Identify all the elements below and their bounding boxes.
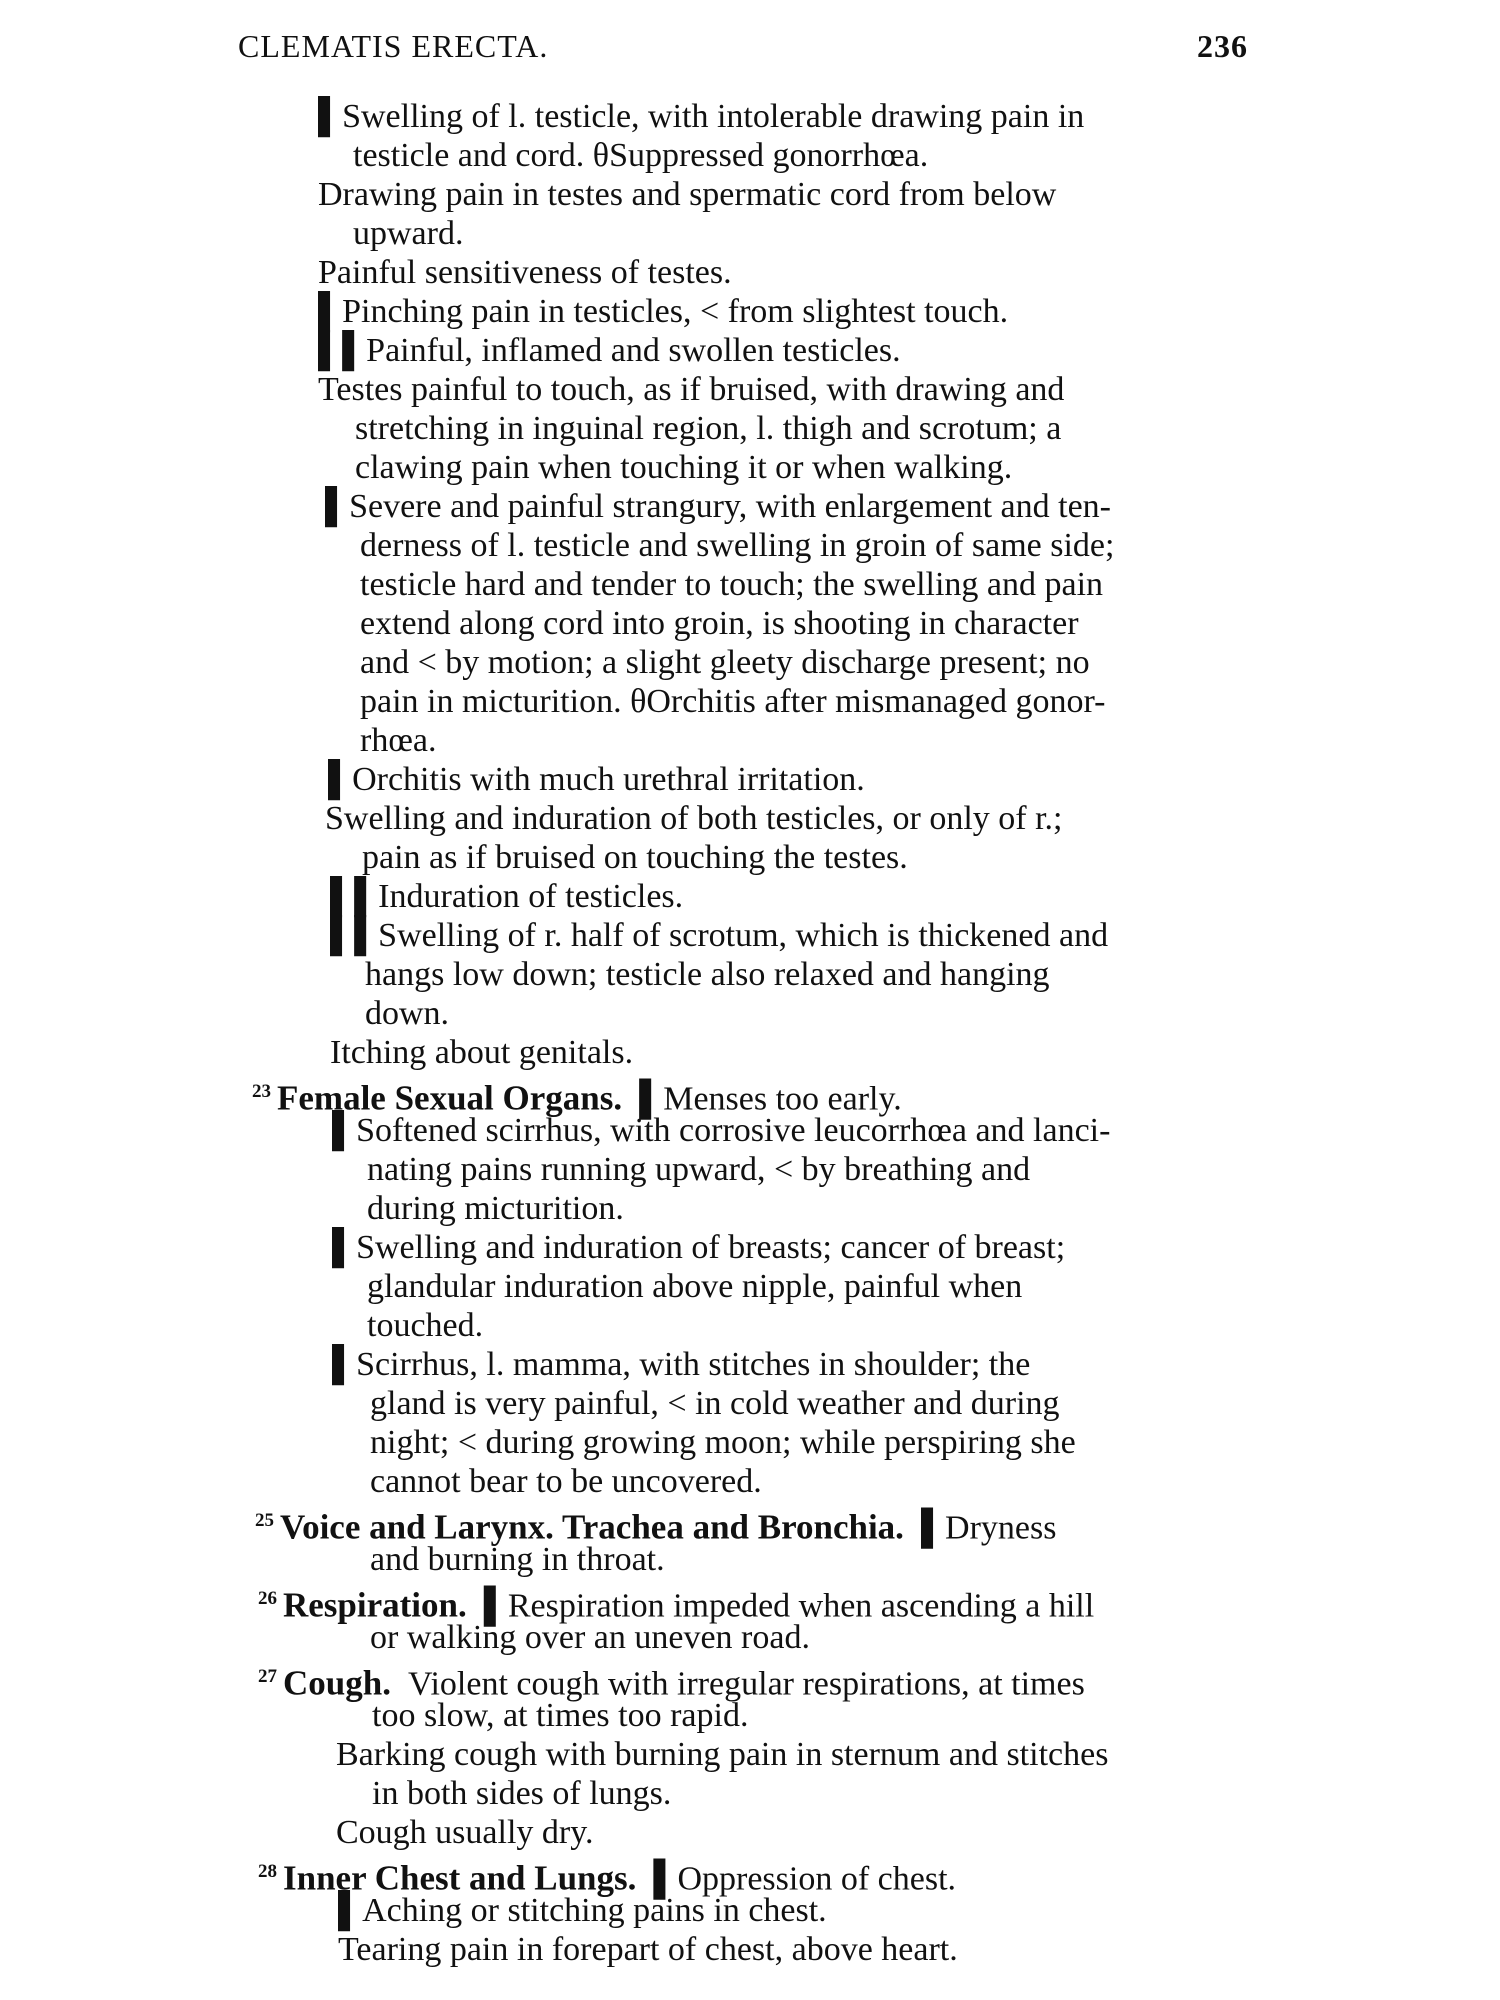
section-number: 25 <box>255 1510 274 1531</box>
section-number: 28 <box>258 1861 277 1882</box>
section-number: 23 <box>252 1081 271 1102</box>
text-line: Swelling and induration of both testicles, or only of r.; <box>325 800 1063 837</box>
section-number: 27 <box>258 1666 277 1687</box>
section-title: Voice and Larynx. Trachea and Bronchia. <box>280 1507 904 1547</box>
section-heading-line: $^{25}$ Voice and Larynx. Trachea and Bronchia. ▌Dryness <box>255 1507 1057 1547</box>
text-line: upward. <box>353 215 464 252</box>
section-title: Female Sexual Organs. <box>277 1078 623 1118</box>
text-line: down. <box>365 995 450 1032</box>
text-line: Cough usually dry. <box>336 1814 594 1851</box>
text-line: ▌Orchitis with much urethral irritation. <box>328 761 865 798</box>
text-line: and burning in throat. <box>370 1541 665 1578</box>
text-line: rhœa. <box>360 722 437 759</box>
section-title: Cough. <box>283 1663 391 1703</box>
text-line: Testes painful to touch, as if bruised, with drawing and <box>318 371 1065 408</box>
section-heading-line: $^{23}$ Female Sexual Organs. ▌Menses too early. <box>252 1078 902 1118</box>
page-number: 236 <box>1197 28 1248 64</box>
text-line: in both sides of lungs. <box>372 1775 672 1812</box>
text-line: Tearing pain in forepart of chest, above heart. <box>338 1931 958 1968</box>
section-title: Respiration. <box>283 1585 467 1625</box>
section-heading-line: $^{27}$ Cough. Violent cough with irregular respirations, at times <box>258 1663 1085 1703</box>
text-line: glandular induration above nipple, painful when <box>367 1268 1023 1305</box>
section-heading-line: $^{28}$ Inner Chest and Lungs. ▌Oppression of chest. <box>258 1858 957 1898</box>
section-title: Inner Chest and Lungs. <box>283 1858 637 1898</box>
text-line: hangs low down; testicle also relaxed and hanging <box>365 956 1050 993</box>
text-line: or walking over an uneven road. <box>370 1619 810 1656</box>
text-line: ▌Pinching pain in testicles, < from slightest touch. <box>318 293 1009 330</box>
text-line: ▌▌Swelling of r. half of scrotum, which is thickened and <box>330 917 1109 954</box>
text-line: pain in micturition. θOrchitis after mismanaged gonor- <box>360 683 1106 720</box>
text-line: and < by motion; a slight gleety discharge present; no <box>360 644 1090 681</box>
text-line: Itching about genitals. <box>330 1034 634 1071</box>
page-header <box>238 28 1250 78</box>
text-line: ▌▌Induration of testicles. <box>330 878 684 915</box>
text-line: Barking cough with burning pain in sternum and stitches <box>336 1736 1109 1773</box>
text-line: testicle hard and tender to touch; the swelling and pain <box>360 566 1104 603</box>
text-line: testicle and cord. θSuppressed gonorrhœa. <box>353 137 929 174</box>
text-line: extend along cord into groin, is shooting in character <box>360 605 1079 642</box>
running-title: CLEMATIS ERECTA. <box>238 28 549 64</box>
text-line: ▌Scirrhus, l. mamma, with stitches in shoulder; the <box>332 1346 1031 1383</box>
text-line: ▌Softened scirrhus, with corrosive leucorrhœa and lanci- <box>332 1112 1111 1149</box>
text-line: Drawing pain in testes and spermatic cord from below <box>318 176 1057 213</box>
text-line: stretching in inguinal region, l. thigh and scrotum; a <box>355 410 1062 447</box>
text-line: ▌Aching or stitching pains in chest. <box>338 1892 827 1929</box>
text-line: ▌▌Painful, inflamed and swollen testicles. <box>318 332 901 369</box>
text-line: touched. <box>367 1307 484 1344</box>
text-line: nating pains running upward, < by breathing and <box>367 1151 1031 1188</box>
text-line: derness of l. testicle and swelling in groin of same side; <box>360 527 1115 564</box>
text-line: pain as if bruised on touching the testes. <box>362 839 908 876</box>
text-line: cannot bear to be uncovered. <box>370 1463 762 1500</box>
text-line: too slow, at times too rapid. <box>372 1697 749 1734</box>
text-line: Painful sensitiveness of testes. <box>318 254 732 291</box>
text-line: ▌Swelling and induration of breasts; cancer of breast; <box>332 1229 1066 1266</box>
text-line: night; < during growing moon; while perspiring she <box>370 1424 1076 1461</box>
section-number: 26 <box>258 1588 277 1609</box>
text-line: ▌Severe and painful strangury, with enlargement and ten- <box>325 488 1112 525</box>
text-line: ▌Swelling of l. testicle, with intolerable drawing pain in <box>318 98 1085 135</box>
text-line: clawing pain when touching it or when walking. <box>355 449 1013 486</box>
section-heading-line: $^{26}$ Respiration. ▌Respiration impeded when ascending a hill <box>258 1585 1095 1625</box>
text-line: gland is very painful, < in cold weather and during <box>370 1385 1060 1422</box>
text-line: during micturition. <box>367 1190 624 1227</box>
